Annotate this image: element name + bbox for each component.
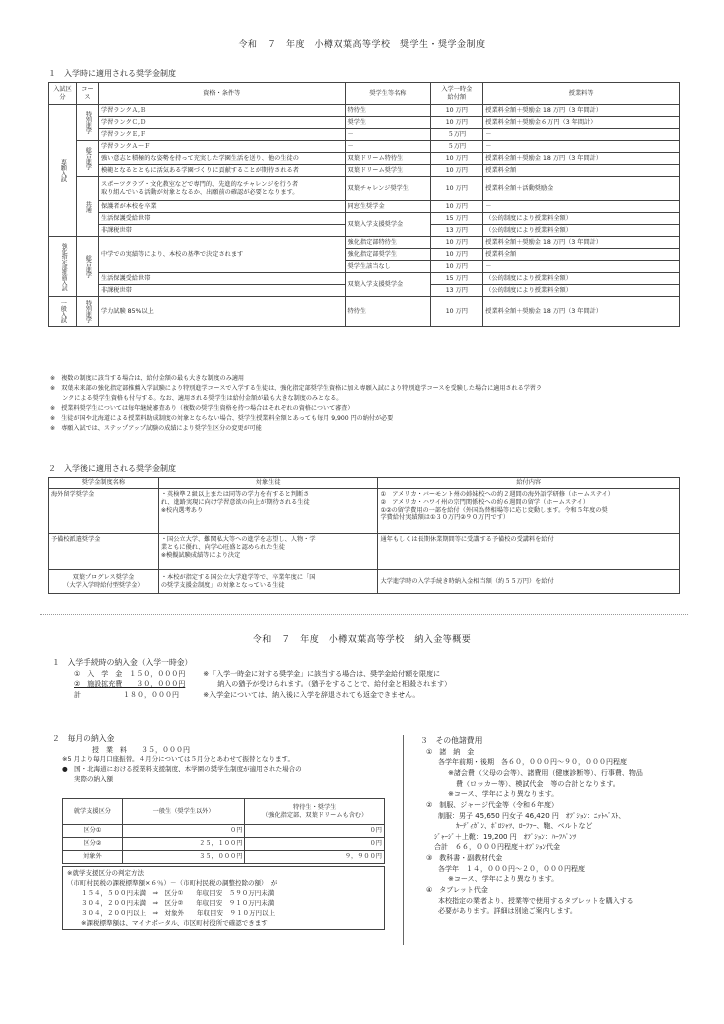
course-sogo-2: 総合進学 [76, 237, 98, 297]
table-cell [49, 570, 159, 594]
table-cell: 学力試験 85%以上 [98, 297, 345, 327]
note-line: ※ 複数の制度に該当する場合は、給付金額の最も大きな制度のみ適用 [50, 375, 245, 382]
judgement-line: １５４，５００円未満 ⇒ 区分① 年収目安 ５９０万円未満 [81, 889, 275, 898]
progress-name: 双葉プログレス奨学金 [72, 573, 135, 581]
table-cell: 奨学生 [345, 117, 431, 129]
note-line: ※ 授業料奨学生については毎年継続審査あり（複数の奨学生資格を持つ場合はそれぞれの資格について審査） [50, 405, 354, 412]
table-cell: （公的制度により授業料全額） [483, 285, 680, 297]
table-cell: 学習ランクＥ,Ｆ [98, 129, 345, 141]
page-title: 令和 ７ 年度 小樽双葉高等学校 奨学生・奨学金制度 [238, 40, 486, 50]
judgement-line: ※課税標準額は、マイナポータル、市区町村役所で確認できます [81, 919, 268, 928]
table-cell: － [483, 129, 680, 141]
table-cell [378, 489, 680, 534]
table-cell: 予備校派遣奨学金 [49, 534, 159, 570]
th2-content: 給付内容 [378, 478, 680, 489]
p3-item: ③ 教科書・副教材代金 [426, 854, 503, 863]
table-cell: 同窓生奨学金 [345, 201, 431, 213]
pt-th3a: 特待生・奨学生 [293, 803, 337, 811]
content-line: ①②の留学費用の一部を給付（外国為替相場等に応じ変動します。令和５年度の奨 [380, 506, 608, 514]
table-cell: 非課税世帯 [98, 285, 345, 297]
payment-section-2 [52, 733, 402, 784]
th-tuition: 授業料等 [483, 83, 680, 105]
table-cell: 双葉入学支援奨学金 [345, 213, 431, 237]
p2-line: ● 国・北海道における授業料支援制度、本学園の奨学生制度が適用された場合の [62, 764, 302, 773]
payment-section-3 [420, 735, 705, 917]
table-cell: 10 万円 [431, 153, 483, 165]
challenge-line-2: 取り組んでいる活動が対象となるか、出願前の確認が必要となります。 [100, 188, 299, 196]
judgement-line: ※就学支援区分の判定方法 [67, 869, 144, 877]
p3-line: 各学年 １４，０００円～２０，０００円程度 [438, 864, 585, 873]
table-cell: 10 万円 [431, 105, 483, 117]
table-cell: 通年もしくは長期休業期間等に受講する予備校の受講料を給付 [378, 534, 680, 570]
p3-line: 制服：男子 45,650 円女子 46,420 円 ｵﾌﾟｼｮﾝ：ﾆｯﾄﾍﾞｽﾄ、 [438, 811, 626, 820]
table-cell: 特待生 [345, 105, 431, 117]
p1-heading: １ 入学手続時の納入金（入学一時金） [52, 658, 193, 667]
table-cell: 非課税世帯 [98, 225, 345, 237]
judgement-line: ３０４，２００円以上 ⇒ 対象外 年収目安 ９１０万円以上 [81, 909, 275, 918]
progress-name-2: （大学入学時給付型奨学金） [63, 581, 144, 589]
th2-name: 奨学金制度名称 [49, 478, 159, 489]
table-cell: 15 万円 [431, 273, 483, 285]
vertical-divider [403, 735, 404, 945]
table-cell: 強化指定部奨学生 [345, 249, 431, 261]
exam-ippan: 一般入試 [49, 297, 77, 327]
table-cell: 授業料全額＋奨励金 18 万円（3 年間計） [483, 237, 680, 249]
table-cell: 双葉ドリーム奨学生 [345, 165, 431, 177]
table-cell: 10 万円 [431, 165, 483, 177]
table-cell: （公的制度により授業料全額） [483, 273, 680, 285]
scholarship-table-2 [48, 477, 680, 594]
th-course: コース [76, 83, 98, 105]
note-line: ※ 専願入試では、ステップアップ試験の成績により奨学生区分の変更が可能 [50, 425, 262, 432]
th-qualification: 資格・条件等 [98, 83, 345, 105]
p3-line: 各学年前期・後期 各６０，０００円～９０，０００円程度 [438, 758, 627, 767]
p3-line: 本校指定の業者より、授業等で使用するタブレットを購入する [438, 896, 634, 905]
table-cell: 生活保護受給世帯 [98, 273, 345, 285]
table-cell: 15 万円 [431, 213, 483, 225]
table-cell: 双葉ドリーム特待生 [345, 153, 431, 165]
pt-th2: 一般生（奨学生以外） [122, 799, 245, 825]
table-cell: 生活保護受給世帯 [98, 213, 345, 225]
table-cell [158, 570, 378, 594]
p1-note: 納入の猶予が受けられます。（猶予をすることで、給付金と相殺されます） [203, 680, 452, 689]
table-cell: 奨学生該当なし [345, 261, 431, 273]
target-line: れ、進路実現に向け学習意欲の向上が期待される生徒 [160, 498, 310, 506]
table-cell: （公的制度により授業料全額） [483, 225, 680, 237]
target-line: ・国公立大学、難関私大等への進学を志望し、人物・学 [160, 536, 316, 543]
table-cell [158, 489, 378, 534]
payment-table [62, 798, 385, 864]
p3-line: 合計 ６６，０００円程度＋ｵﾌﾟｼｮﾝ代金 [434, 843, 560, 852]
table-cell: 授業料全額＋奨励金 18 万円（3 年間計） [483, 297, 680, 327]
table-cell: 10 万円 [431, 201, 483, 213]
table-cell: 授業料全額＋奨励金 18 万円（3 年間計） [483, 153, 680, 165]
table-cell: 10 万円 [431, 117, 483, 129]
p3-heading: ３ その他諸費用 [420, 736, 483, 745]
note-line: ※ 双葉未来部の強化指定部推薦入学試験により特別進学コースで入学する生徒は、強化指定部奨学生資格に加え専願入試により特別進学コースを受験した場合に適用される学習ラ [50, 385, 542, 392]
challenge-line-1: スポーツクラブ・文化教室などで専門的、先進的なチャレンジを行う者 [100, 180, 299, 188]
table-cell: 強い意志と積極的な姿勢を持って充実した学園生活を送り、他の生徒の [98, 153, 345, 165]
target-line: ※模擬試験成績等により決定 [160, 551, 241, 559]
exam-senkan: 専願入試 [49, 105, 77, 237]
table-cell: － [483, 201, 680, 213]
target-line: の奨学支援金制度」の対象となっている生徒 [160, 581, 285, 589]
p3-line: ※コース、学年により異なります。 [448, 875, 559, 884]
table-cell: ２５，１００円 [122, 838, 245, 851]
page-title-2: 令和 ７ 年度 小樽双葉高等学校 納入金等概要 [252, 635, 472, 645]
table-cell: 授業料全額 [483, 249, 680, 261]
table-cell: 保護者が本校を卒業 [98, 201, 345, 213]
payment-section-1 [52, 657, 692, 700]
p1-note: ※「入学一時金に対する奨学金」に該当する場合は、奨学金給付額を限度に [203, 669, 441, 678]
pt-th3b: （強化指定部、双葉ドリームも含む） [262, 811, 368, 819]
course-common: 共通 [76, 177, 98, 237]
judgement-line: （市町村民税の課税標準額×６％）－（市町村民税の調整控除の額） が [67, 879, 278, 888]
p3-line: 必要があります。詳細は別途ご案内します。 [438, 907, 577, 916]
table-cell: 区分① [63, 825, 123, 838]
table-cell: － [483, 141, 680, 153]
table-cell: ３５，０００円 [122, 851, 245, 864]
table-cell: 10 万円 [431, 177, 483, 201]
scholarship-table-1 [48, 82, 680, 327]
table-cell: 対象外 [63, 851, 123, 864]
p1-line: 計 １８０，０００円 [74, 690, 179, 699]
table-cell: － [483, 261, 680, 273]
table-cell: 強化指定部特待生 [345, 237, 431, 249]
content-line: ② アメリカ・ハワイ州の宗門関係校への約６週間の留学（ホームステイ） [380, 498, 590, 506]
table-cell: － [345, 141, 431, 153]
p3-line: ｼﾞｬｰｼﾞ＋上靴：19,200 円 ｵﾌﾟｼｮﾝ：ﾊｰﾌﾊﾟﾝﾂ [434, 832, 577, 841]
p1-line: ② 施設拡充費 ３０，０００円 [74, 680, 186, 689]
content-line: ① アメリカ・バーモント州の姉妹校への約２週間の海外語学研修（ホームステイ） [380, 491, 614, 498]
p3-item: ④ タブレット代金 [426, 885, 488, 894]
table-cell: 模範となるとともに活気ある学園づくりに貢献することが期待される者 [98, 165, 345, 177]
judgement-line: ３０４，２００円未満 ⇒ 区分② 年収目安 ９１０万円未満 [81, 899, 275, 908]
note-line: ※ 生徒が国や北海道による授業料助成制度の対象とならない場合、奨学生授業料全額とあっても毎月 9,900 円の納付が必要 [50, 415, 394, 422]
table-cell: 学習ランクＡ～Ｆ [98, 141, 345, 153]
table-cell: 10 万円 [431, 297, 483, 327]
target-line: 業ともに優れ、向学心旺盛と認められた生徒 [160, 543, 285, 551]
section-2-heading: ２ 入学後に適用される奨学金制度 [48, 464, 176, 473]
course-tokushin: 特別進学 [76, 105, 98, 141]
table-cell: ０円 [122, 825, 245, 838]
p3-item: ② 制服、ジャージ代金等（令和６年度） [426, 800, 558, 809]
course-sogo: 総合進学 [76, 141, 98, 177]
p3-item: ① 諸 納 金 [426, 747, 475, 756]
table-cell: 区分② [63, 838, 123, 851]
table-cell: ５万円 [431, 129, 483, 141]
target-line: ・本校が指定する国公立大学進学等で、卒業年度に「国 [160, 573, 316, 581]
p1-note: ※入学金については、納入後に入学を辞退されても返金できません。 [203, 690, 420, 699]
pt-th3 [245, 799, 385, 825]
table-cell: 13 万円 [431, 285, 483, 297]
course-tokushin-2: 特別進学 [76, 297, 98, 327]
p1-line: ① 入 学 金 １５０，０００円 [74, 669, 186, 678]
p3-line: ※諸会費（父母の会等）、諸費用（健康診断等）、行事費、物品 [448, 769, 643, 778]
divider [40, 614, 688, 615]
p2-heading: ２ 毎月の納入金 [52, 734, 115, 743]
content-line: 学費給付実績額は①３０万円②９０万円です） [380, 514, 510, 522]
note-line: ンクによる奨学生資格も付与する。なお、適用される奨学生は給付金額が最も大きな制度のみとなる。 [50, 395, 343, 402]
table-cell: ５万円 [431, 141, 483, 153]
exam-kyoka: 強化指定部推薦入試 [49, 237, 77, 297]
target-line: ・英検準２級以上または同等の学力を有すると判断さ [160, 491, 310, 498]
p3-line: 費（ロッカー等）、模試代金 等の合計となります。 [456, 779, 620, 788]
notes-1 [50, 375, 690, 435]
table-cell: 13 万円 [431, 225, 483, 237]
table-cell: 10 万円 [431, 237, 483, 249]
table-cell: 学習ランクＡ,Ｂ [98, 105, 345, 117]
p2-line: 実際の納入額 [74, 774, 113, 783]
table-cell: 大学進学時の入学手続き時納入金相当額（約５５万円）を給付 [378, 570, 680, 594]
table-cell: 10 万円 [431, 249, 483, 261]
table-cell: ９，９００円 [245, 851, 385, 864]
p2-line: 授 業 料 ３５，０００円 [92, 745, 190, 754]
table-cell [158, 534, 378, 570]
table-cell: 双葉入学支援奨学金 [345, 273, 431, 297]
table-cell: ０円 [245, 825, 385, 838]
th-amount: 入学一時金 給付額 [431, 83, 483, 105]
th-exam: 入試区分 [49, 83, 77, 105]
table-cell: 授業料全額 [483, 165, 680, 177]
table-cell: 授業料全額＋奨励金 18 万円（3 年間計） [483, 105, 680, 117]
table-cell: 学習ランクＣ,Ｄ [98, 117, 345, 129]
table-cell: 海外留学奨学金 [49, 489, 159, 534]
table-cell: 双葉チャレンジ奨学生 [345, 177, 431, 201]
th-name: 奨学生等名称 [345, 83, 431, 105]
table-cell [98, 177, 345, 201]
p3-line: ※コース、学年により異なります。 [448, 790, 559, 799]
table-cell: （公的制度により授業料全額） [483, 213, 680, 225]
table-cell: 授業料全額＋活動奨励金 [483, 177, 680, 201]
table-cell: 10 万円 [431, 261, 483, 273]
pt-th1: 就学支援区分 [63, 799, 123, 825]
p3-line: ｶｰﾃﾞｨｶﾞﾝ、ﾎﾟﾛｼｬﾂ、ﾛｰﾌｧｰ、鞄、ベルトなど [456, 822, 593, 831]
p2-line: ※5 月より毎月口座振替。４月分については５月分とあわせて振替となります。 [62, 755, 294, 764]
th2-target: 対象生徒 [158, 478, 378, 489]
table-cell: － [345, 129, 431, 141]
table-cell: 特待生 [345, 297, 431, 327]
table-cell: 授業料全額＋奨励金６万円（3 年間計） [483, 117, 680, 129]
section-1-heading: １ 入学時に適用される奨学金制度 [48, 69, 176, 78]
judgement-box [62, 866, 385, 930]
table-cell: 中学での実績等により、本校の基準で決定されます [98, 237, 345, 273]
target-line: ※校内選考あり [160, 506, 204, 514]
table-cell: ０円 [245, 838, 385, 851]
